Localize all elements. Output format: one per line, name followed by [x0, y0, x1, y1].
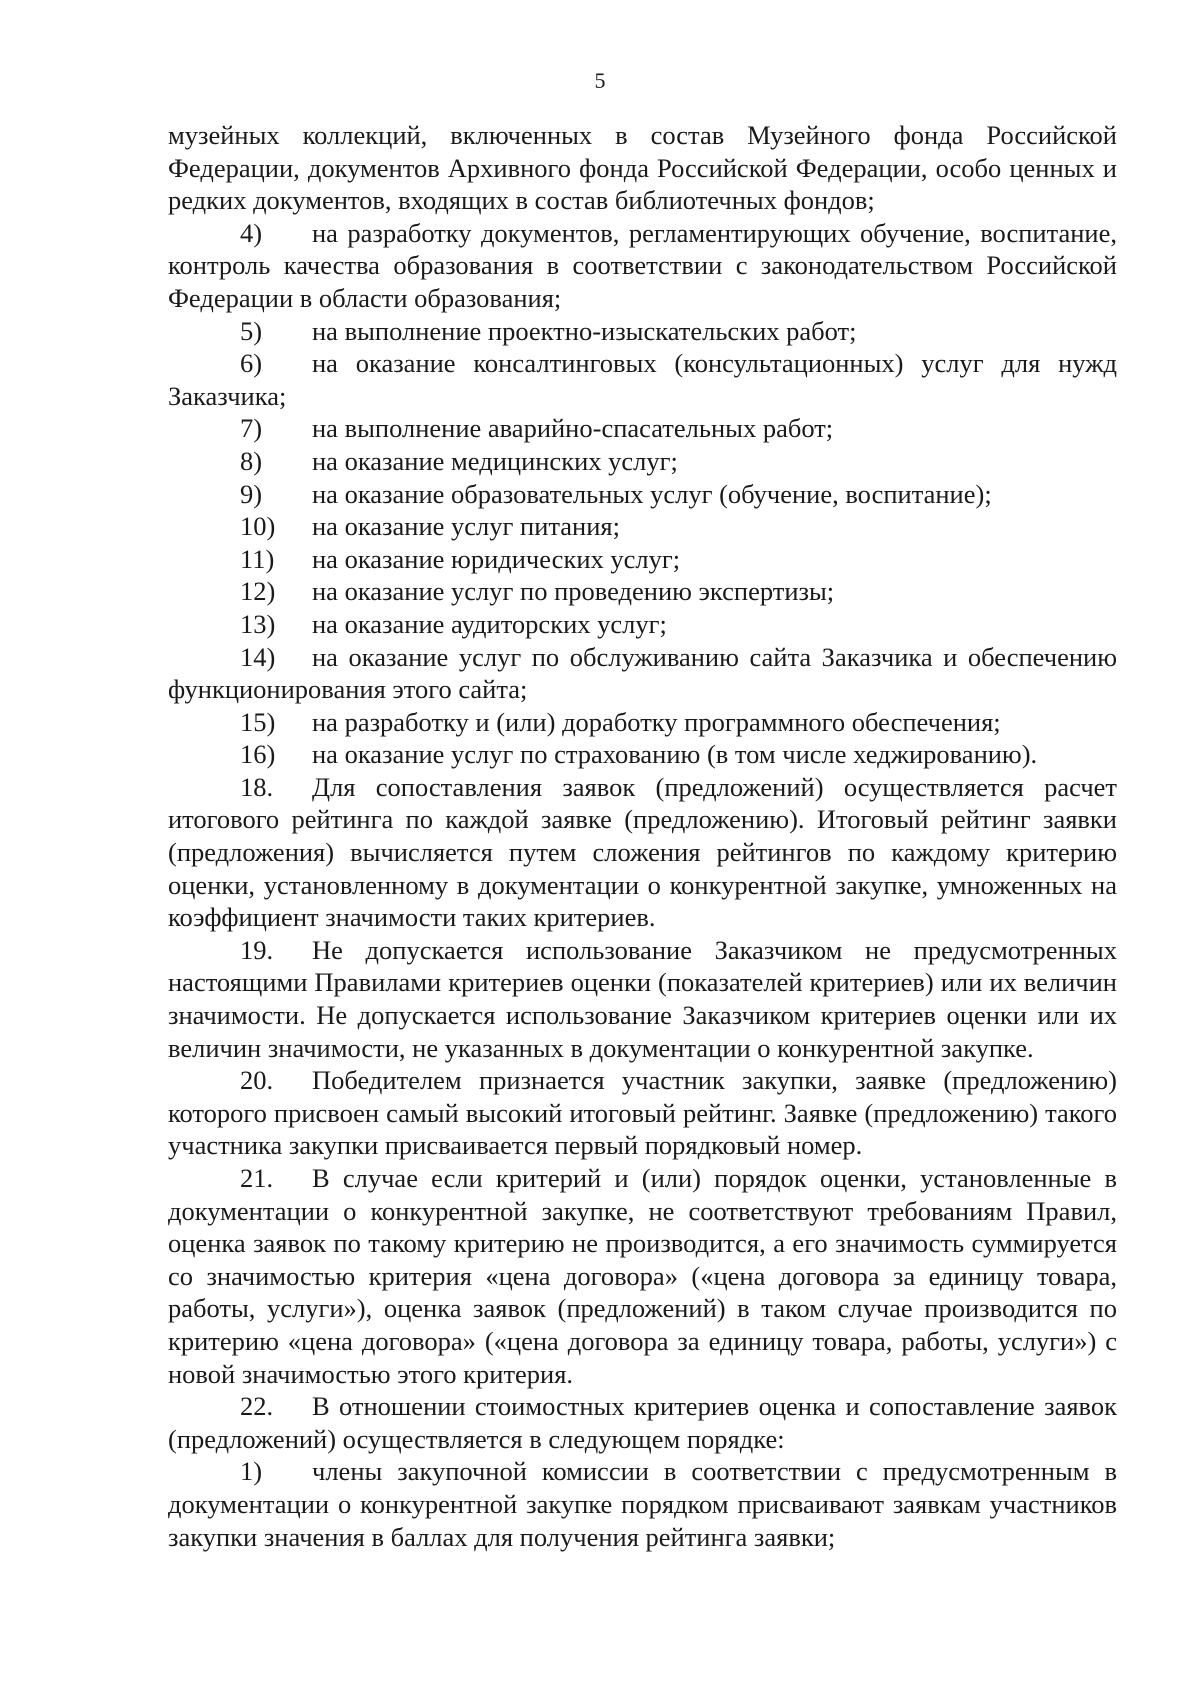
- service-item: [168, 217, 1117, 315]
- page-number: 5: [594, 68, 606, 93]
- service-item-number: 14): [240, 641, 276, 672]
- service-item-text: на оказание услуг по обслуживанию сайта Заказчика и обеспечению функционирования этого сайта;: [168, 641, 1117, 705]
- service-item: [168, 641, 1117, 706]
- service-item-number: 8): [240, 445, 263, 476]
- service-item-number: 16): [240, 739, 276, 770]
- service-item-number: 7): [240, 413, 263, 444]
- clause: [168, 771, 1117, 934]
- clause-number: 19.: [240, 934, 274, 965]
- service-item: [168, 738, 1117, 771]
- clause-text: В отношении стоимостных критериев оценка и сопоставление заявок (предложений) осуществляется в следующем порядке:: [168, 1391, 1117, 1454]
- service-item: [168, 347, 1117, 412]
- service-item-text: на оказание юридических услуг;: [312, 543, 681, 574]
- clause-number: 22.: [240, 1391, 274, 1422]
- service-item: [168, 510, 1117, 543]
- service-item: [168, 575, 1117, 608]
- service-item-text: на оказание образовательных услуг (обучение, воспитание);: [312, 478, 992, 509]
- service-item-text: на оказание консалтинговых (консультационных) услуг для нужд Заказчика;: [168, 348, 1117, 411]
- clause-text: Для сопоставления заявок (предложений) осуществляется расчет итогового рейтинга по каждой заявке (предложению). Итоговый рейтинг заявки (предложения) вычисляется путем сложения рейтингов по каждому критерию оценки, установленному в документации о конкурентной закупке, умноженных на коэффициент значимости таких критериев.: [168, 771, 1117, 933]
- service-item: [168, 445, 1117, 478]
- service-item-number: 9): [240, 478, 263, 509]
- service-item-text: на разработку документов, регламентирующих обучение, воспитание, контроль качества образования в соответствии с законодательством Российской Федерации в области образования;: [168, 217, 1117, 313]
- clause: [168, 1390, 1117, 1455]
- service-item: [168, 543, 1117, 576]
- service-item-text: на оказание аудиторских услуг;: [312, 608, 667, 639]
- service-item-text: на оказание медицинских услуг;: [312, 445, 678, 476]
- service-item-number: 4): [240, 217, 263, 248]
- service-item-text: на оказание услуг питания;: [312, 511, 620, 542]
- service-item-text: на оказание услуг по страхованию (в том числе хеджированию).: [312, 739, 1038, 770]
- service-item: [168, 478, 1117, 511]
- service-item-text: на выполнение аварийно-спасательных работ;: [312, 413, 834, 444]
- service-item-text: на оказание услуг по проведению экспертизы;: [312, 576, 835, 607]
- service-item-number: 13): [240, 608, 276, 639]
- clause: [168, 934, 1117, 1064]
- sub-item-number: 1): [240, 1456, 263, 1487]
- service-item: [168, 315, 1117, 348]
- clause-number: 20.: [240, 1065, 274, 1096]
- services-list: [168, 217, 1117, 771]
- service-item-number: 6): [240, 348, 263, 379]
- clause: [168, 1064, 1117, 1162]
- service-item-number: 12): [240, 576, 276, 607]
- service-item-number: 11): [240, 543, 275, 574]
- service-item-text: на выполнение проектно-изыскательских работ;: [312, 315, 857, 346]
- sub-item: [168, 1455, 1117, 1553]
- service-item: [168, 412, 1117, 445]
- clauses-list: [168, 771, 1117, 1455]
- clause-text: В случае если критерий и (или) порядок оценки, установленные в документации о конкурентной закупке, не соответствуют требованиям Правил, оценка заявок по такому критерию не производится, а его значимость суммируется со значимостью критерия «цена договора» («цена договора за единицу товара, работы, услуги»), оценка заявок (предложений) в таком случае производится по критерию «цена договора» («цена договора за единицу товара, работы, услуги») с новой значимостью этого критерия.: [168, 1163, 1117, 1389]
- service-item-text: на разработку и (или) доработку программного обеспечения;: [312, 706, 1001, 737]
- service-item-number: 10): [240, 511, 276, 542]
- clause-text: Не допускается использование Заказчиком не предусмотренных настоящими Правилами критериев оценки (показателей критериев) или их величин значимости. Не допускается использование Заказчиком критериев оценки или их величин значимости, не указанных в документации о конкурентной закупке.: [168, 934, 1117, 1063]
- continuation-paragraph: музейных коллекций, включенных в состав Музейного фонда Российской Федерации, документов Архивного фонда Российской Федерации, особо ценных и редких документов, входящих в состав библиотечных фондов;: [168, 120, 1117, 216]
- clause-text: Победителем признается участник закупки, заявке (предложению) которого присвоен самый высокий итоговый рейтинг. Заявке (предложению) такого участника закупки присваивается первый порядковый номер.: [168, 1065, 1117, 1161]
- clause: [168, 1162, 1117, 1390]
- sub-item-text: члены закупочной комиссии в соответствии с предусмотренным в документации о конкурентной закупке порядком присваивают заявкам участников закупки значения в баллах для получения рейтинга заявки;: [168, 1456, 1117, 1552]
- document-body: [168, 119, 1117, 1553]
- clause-number: 21.: [240, 1163, 274, 1193]
- service-item-number: 15): [240, 706, 276, 737]
- service-item-number: 5): [240, 315, 263, 346]
- service-item: [168, 706, 1117, 739]
- clause-number: 18.: [240, 771, 274, 802]
- sub-items-list: [168, 1455, 1117, 1553]
- service-item: [168, 608, 1117, 641]
